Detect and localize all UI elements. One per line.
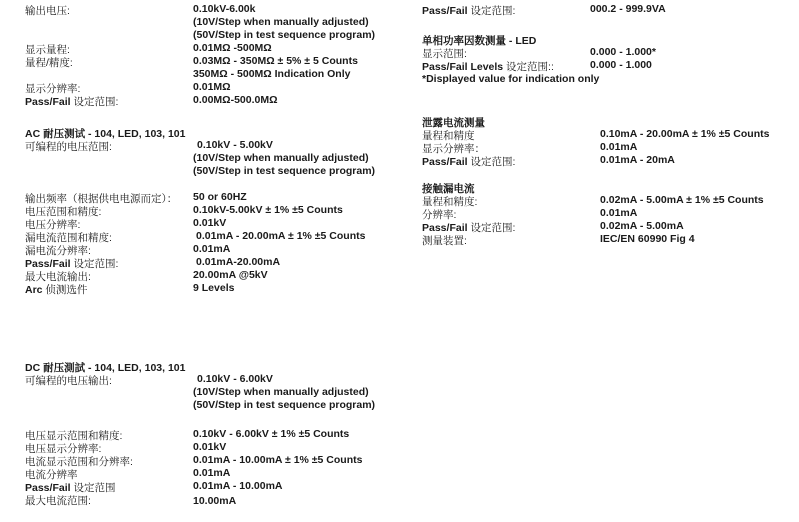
ac-arc-detection-label — [25, 282, 87, 297]
leakage-pass-fail-value: 0.01mA - 20mA — [600, 154, 675, 166]
dc-section-heading: DC 耐压測試 - 104, LED, 103, 101 — [25, 362, 186, 374]
display-resolution-value: 0.01MΩ — [193, 81, 231, 93]
ac-programmable-voltage-value: 0.10kV - 5.00kV — [197, 139, 273, 151]
pass-fail-lead: Pass/Fail — [25, 96, 71, 108]
ac-section-heading: AC 耐压测试 - 104, LED, 103, 101 — [25, 128, 186, 140]
dc-voltage-display-range-value: 0.10kV - 6.00kV ± 1% ±5 Counts — [193, 428, 350, 440]
display-resolution-label: 显示分辨率: — [25, 83, 81, 95]
ac-leakage-range-accuracy-value: 0.01mA - 20.00mA ± 1% ±5 Counts — [196, 230, 366, 242]
dc-max-current-range-value: 10.00mA — [193, 495, 237, 507]
dc-programmable-voltage-value: 0.10kV - 6.00kV — [197, 373, 273, 385]
touch-pass-fail-lead: Pass/Fail — [422, 222, 468, 234]
ac-voltage-range-accuracy-label: 电压范围和精度: — [25, 206, 102, 218]
ac-max-current-output-value: 20.00mA @5kV — [193, 269, 268, 281]
dc-voltage-display-range-label: 电压显示范围和精度: — [25, 430, 123, 442]
leakage-pass-fail-label — [422, 154, 515, 169]
leakage-display-resolution-value: 0.01mA — [600, 141, 638, 153]
pass-fail-range-value: 0.00MΩ-500.0MΩ — [193, 94, 278, 106]
touch-range-accuracy-label: 量程和精度: — [422, 196, 478, 208]
va-pass-fail-rest: 设定范围: — [467, 5, 516, 17]
output-voltage-value: 0.10kV-6.00k — [193, 3, 256, 15]
ac-output-frequency-value: 50 or 60HZ — [193, 191, 247, 203]
dc-current-display-range-value: 0.01mA - 10.00mA ± 1% ±5 Counts — [193, 454, 363, 466]
ac-manual-step-note: (10V/Step when manually adjusted) — [193, 152, 369, 164]
dc-programmable-voltage-label: 可编程的电压输出: — [25, 375, 112, 387]
dc-pass-fail-range-value: 0.01mA - 10.00mA — [193, 480, 283, 492]
leakage-current-heading: 泄露电流测量 — [422, 117, 485, 129]
range-accuracy-label: 量程/精度: — [25, 57, 73, 69]
dc-sequence-step-note: (50V/Step in test sequence program) — [193, 399, 376, 411]
power-factor-pass-fail-rest: 设定范围:: — [503, 61, 554, 73]
display-range-value: 0.01MΩ -500MΩ — [193, 42, 272, 54]
dc-current-resolution-value: 0.01mA — [193, 467, 231, 479]
pass-fail-range-label — [25, 94, 118, 109]
display-range-label: 显示量程: — [25, 44, 70, 56]
dc-voltage-display-resolution-value: 0.01kV — [193, 441, 227, 453]
power-factor-pass-fail-lead: Pass/Fail Levels — [422, 61, 504, 73]
dc-current-resolution-label: 电流分辨率 — [25, 469, 78, 481]
ac-pass-fail-range-value: 0.01mA-20.00mA — [196, 256, 281, 268]
ac-voltage-range-accuracy-value: 0.10kV-5.00kV ± 1% ±5 Counts — [193, 204, 343, 216]
dc-current-display-range-label: 电流显示范围和分辨率: — [25, 456, 133, 468]
leakage-range-accuracy-label: 量程和精度 — [422, 130, 475, 142]
indication-only-note: 350MΩ - 500MΩ Indication Only — [193, 68, 351, 80]
range-accuracy-value: 0.03MΩ - 350MΩ ± 5% ± 5 Counts — [193, 55, 358, 67]
ac-leakage-resolution-label: 漏电流分辨率: — [25, 245, 91, 257]
power-factor-pass-fail-value: 0.000 - 1.000 — [590, 59, 652, 71]
touch-pass-fail-rest: 设定范围: — [467, 222, 516, 234]
output-voltage-manual-step-note: (10V/Step when manually adjusted) — [193, 16, 369, 28]
ac-max-current-output-label: 最大电流输出: — [25, 271, 91, 283]
touch-resolution-value: 0.01mA — [600, 207, 638, 219]
ac-output-frequency-label: 输出频率（根据供电电源而定）： — [25, 193, 178, 205]
ac-pass-fail-lead: Pass/Fail — [25, 258, 71, 270]
leakage-display-resolution-label: 显示分辨率： — [422, 143, 485, 155]
power-factor-display-range-value: 0.000 - 1.000* — [590, 46, 656, 58]
power-factor-heading: 单相功率因数测量 - LED — [422, 35, 537, 47]
leakage-pass-fail-lead: Pass/Fail — [422, 156, 468, 168]
power-factor-display-range-label: 显示范围: — [422, 48, 467, 60]
dc-voltage-display-resolution-label: 电压显示分辨率: — [25, 443, 102, 455]
touch-measuring-device-label: 测量装置: — [422, 235, 467, 247]
right-column — [400, 0, 799, 522]
dc-max-current-range-label: 最大电流范围: — [25, 495, 91, 507]
ac-voltage-resolution-label: 电压分辨率: — [25, 219, 81, 231]
ac-sequence-step-note: (50V/Step in test sequence program) — [193, 165, 376, 177]
touch-pass-fail-value: 0.02mA - 5.00mA — [600, 220, 684, 232]
ac-pass-fail-rest: 设定范围: — [70, 258, 119, 270]
ac-arc-rest: 侦测选件 — [42, 284, 88, 296]
leakage-range-accuracy-value: 0.10mA - 20.00mA ± 1% ±5 Counts — [600, 128, 770, 140]
ac-programmable-voltage-label: 可编程的电压范围: — [25, 141, 112, 153]
power-factor-footnote: *Displayed value for indication only — [422, 73, 600, 85]
va-pass-fail-range-label — [422, 3, 515, 18]
pass-fail-rest: 设定范围: — [70, 96, 119, 108]
ac-arc-detection-value: 9 Levels — [193, 282, 235, 294]
dc-pass-fail-lead: Pass/Fail — [25, 482, 71, 494]
ac-arc-lead: Arc — [25, 284, 43, 296]
ac-leakage-resolution-value: 0.01mA — [193, 243, 231, 255]
touch-range-accuracy-value: 0.02mA - 5.00mA ± 1% ±5 Counts — [600, 194, 764, 206]
va-pass-fail-lead: Pass/Fail — [422, 5, 468, 17]
dc-manual-step-note: (10V/Step when manually adjusted) — [193, 386, 369, 398]
power-factor-pass-fail-label — [422, 59, 554, 74]
touch-current-heading: 接触漏电流 — [422, 183, 475, 195]
touch-resolution-label: 分辨率: — [422, 209, 457, 221]
touch-measuring-device-value: IEC/EN 60990 Fig 4 — [600, 233, 695, 245]
ac-voltage-resolution-value: 0.01kV — [193, 217, 227, 229]
output-voltage-label: 输出电压: — [25, 5, 70, 17]
dc-pass-fail-rest: 设定范围 — [70, 482, 116, 494]
output-voltage-sequence-step-note: (50V/Step in test sequence program) — [193, 29, 376, 41]
leakage-pass-fail-rest: 设定范围: — [467, 156, 516, 168]
ac-leakage-range-accuracy-label: 漏电流范围和精度: — [25, 232, 112, 244]
va-pass-fail-range-value: 000.2 - 999.9VA — [590, 3, 666, 15]
